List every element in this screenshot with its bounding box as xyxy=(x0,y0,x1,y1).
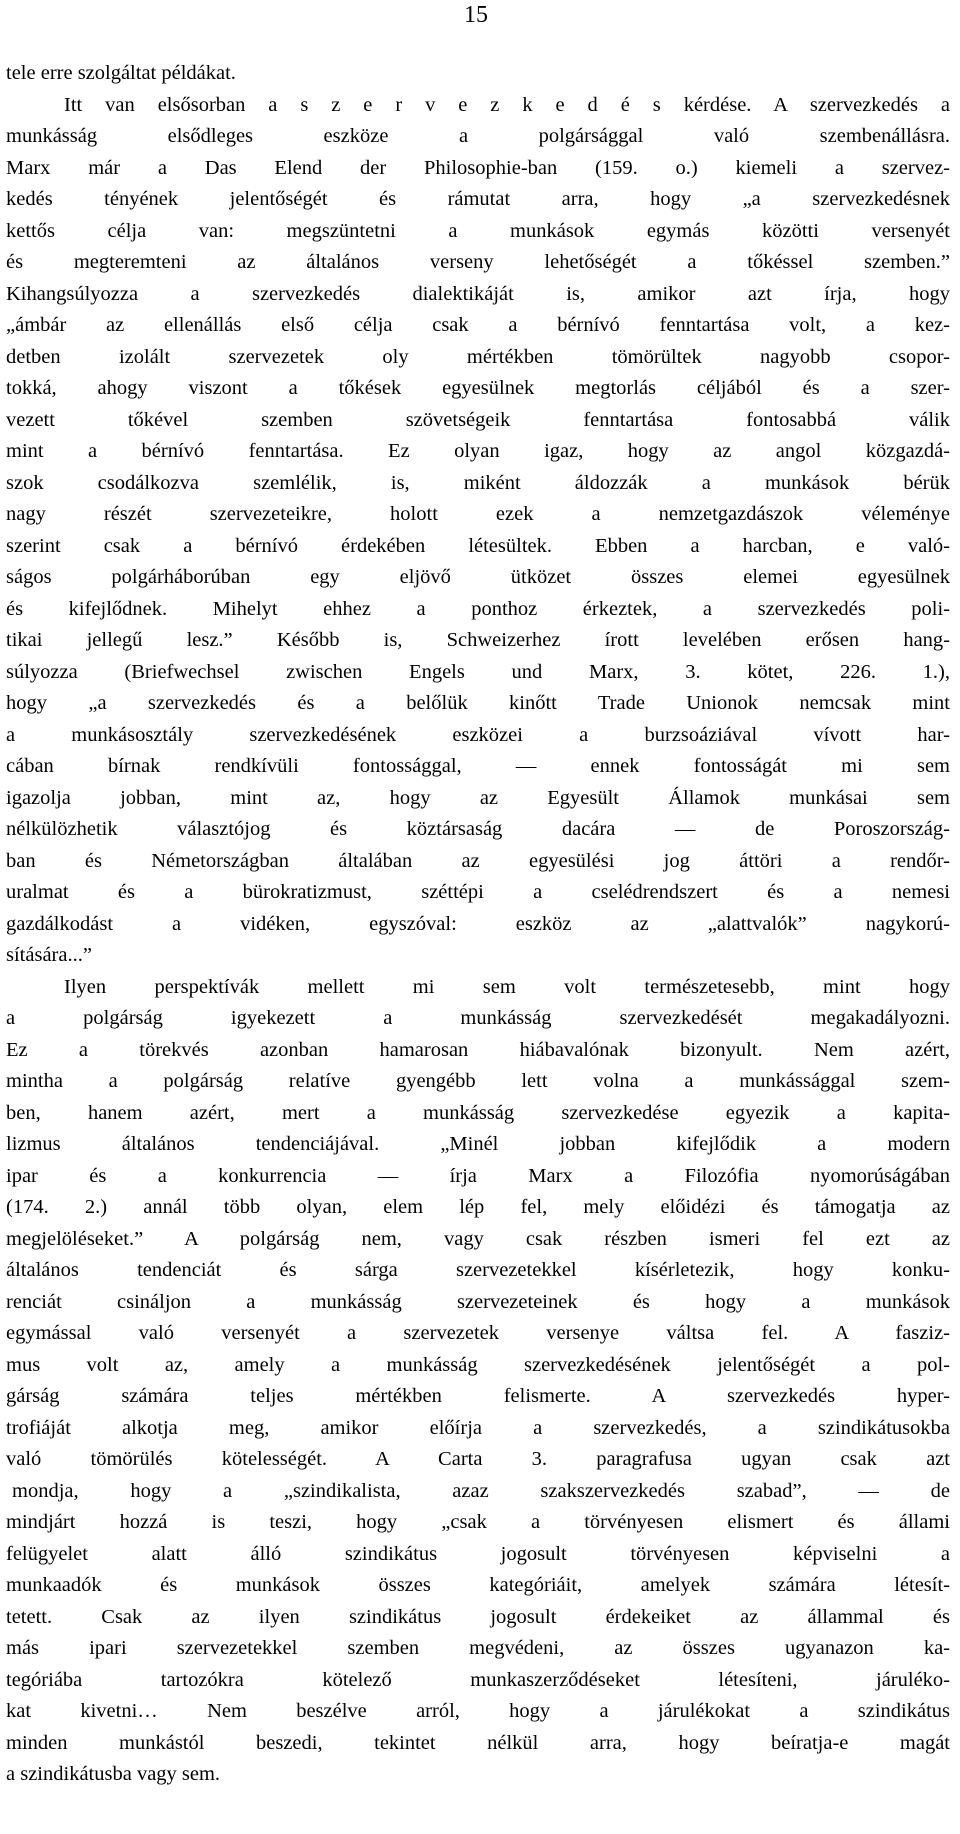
page-number: 15 xyxy=(464,2,488,28)
text-line: mindjárt hozzá is teszi, hogy „csak a törvényesen elismert és állami xyxy=(6,1511,950,1533)
text-line: Marx már a Das Elend der Philosophie-ban (159. o.) kiemeli a szervez- xyxy=(6,156,950,179)
text-line: gárság számára teljes mértékben felismerte. A szervezkedés hyper- xyxy=(6,1385,950,1407)
text-line: munkásság elsődleges eszköze a polgársággal való szembenállásra. xyxy=(6,125,950,147)
text-line: uralmat és a bürokratizmust, széttépi a cselédrendszert és a nemesi xyxy=(6,881,950,903)
text-line: felügyelet alatt álló szindikátus jogosult törvényesen képviselni a xyxy=(6,1542,950,1565)
text-line: kat kivetni… Nem beszélve arról, hogy a járulékokat a szindikátus xyxy=(6,1700,950,1722)
text-line: mondja, hogy a „szindikalista, azaz szakszervezkedés szabad”, — de xyxy=(12,1479,950,1502)
text-line: hogy „a szervezkedés és a belőlük kinőtt Trade Unionok nemcsak mint xyxy=(6,692,950,714)
text-line: mus volt az, amely a munkásság szervezkedésének jelentőségét a pol- xyxy=(6,1353,950,1376)
text-line: mintha a polgárság relatíve gyengébb lett volna a munkássággal szem- xyxy=(6,1070,950,1092)
text-line: tetett. Csak az ilyen szindikátus jogosult érdekeiket az állammal és xyxy=(6,1605,950,1628)
text-line: kedés tényének jelentőségét és rámutat arra, hogy „a szervezkedésnek xyxy=(6,188,950,210)
text-line: lizmus általános tendenciájával. „Minél jobban kifejlődik a modern xyxy=(6,1133,950,1155)
text-line: ságos polgárháborúban egy eljövő ütközet összes elemei egyesülnek xyxy=(6,566,950,588)
text-line: trofiáját alkotja meg, amikor előírja a szervezkedés, a szindikátusokba xyxy=(6,1416,950,1439)
text-line: a szindikátusba vagy sem. xyxy=(6,1763,221,1785)
text-line: ben, hanem azért, mert a munkásság szervezkedése egyezik a kapita- xyxy=(6,1101,950,1124)
text-line: minden munkástól beszedi, tekintet nélkül arra, hogy beíratja-e magát xyxy=(6,1731,950,1754)
text-line: való tömörülés kötelességét. A Carta 3. paragrafusa ugyan csak azt xyxy=(6,1448,950,1470)
text-line: kettős célja van: megszüntetni a munkások egymás közötti versenyét xyxy=(6,219,950,242)
text-line: megjelöléseket.” A polgárság nem, vagy csak részben ismeri fel ezt az xyxy=(6,1227,950,1250)
text-line: általános tendenciát és sárga szervezetekkel kísérletezik, hogy konku- xyxy=(6,1259,950,1281)
text-line: egymással való versenyét a szervezetek versenye váltsa fel. A fasziz- xyxy=(6,1322,950,1344)
text-line: súlyozza (Briefwechsel zwischen Engels und Marx, 3. kötet, 226. 1.), xyxy=(6,660,950,683)
text-line: ipar és a konkurrencia — írja Marx a Filozófia nyomorúságában xyxy=(6,1164,950,1187)
text-line: Kihangsúlyozza a szervezkedés dialektikáját is, amikor azt írja, hogy xyxy=(6,282,950,305)
text-line: tegóriába tartozókra kötelező munkaszerződéseket létesíteni, járuléko- xyxy=(6,1668,950,1691)
text-line: igazolja jobban, mint az, hogy az Egyesült Államok munkásai sem xyxy=(6,786,950,809)
text-line: (174. 2.) annál több olyan, elem lép fel, mely előidézi és támogatja az xyxy=(6,1196,950,1218)
text-line: tokká, ahogy viszont a tőkések egyesülnek megtorlás céljából és a szer- xyxy=(6,377,950,399)
text-line: szerint csak a bérnívó érdekében létesültek. Ebben a harcban, e való- xyxy=(6,534,950,557)
text-line: tikai jellegű lesz.” Később is, Schweizerhez írott levelében erősen hang- xyxy=(6,629,950,651)
text-line: Ez a törekvés azonban hamarosan hiábavalónak bizonyult. Nem azért, xyxy=(6,1038,950,1061)
text-line: és megteremteni az általános verseny lehetőségét a tőkéssel szemben.” xyxy=(6,251,950,273)
text-line: mint a bérnívó fenntartása. Ez olyan igaz, hogy az angol közgazdá- xyxy=(6,440,950,462)
body-text xyxy=(6,58,950,1791)
text-line: Ilyen perspektívák mellett mi sem volt természetesebb, mint hogy xyxy=(64,975,950,998)
text-line: ban és Németországban általában az egyesülési jog áttöri a rendőr- xyxy=(6,849,950,872)
text-line: cában bírnak rendkívüli fontossággal, — ennek fontosságát mi sem xyxy=(6,755,950,777)
text-line: szok csodálkozva szemlélik, is, miként áldozzák a munkások bérük xyxy=(6,471,950,494)
text-line: „ámbár az ellenállás első célja csak a bérnívó fenntartása volt, a kez- xyxy=(6,314,950,336)
text-line: a munkásosztály szervezkedésének eszközei a burzsoáziával vívott har- xyxy=(6,723,950,746)
text-line: renciát csináljon a munkásság szervezeteinek és hogy a munkások xyxy=(6,1290,950,1313)
text-line: Itt van elsősorban a s z e r v e z k e d é s kérdése. A szervezkedés a xyxy=(64,93,950,116)
text-line: tele erre szolgáltat példákat. xyxy=(6,62,236,84)
text-line: más ipari szervezetekkel szemben megvédeni, az összes ugyanazon ka- xyxy=(6,1637,950,1659)
text-line: detben izolált szervezetek oly mértékben tömörültek nagyobb csopor- xyxy=(6,345,950,368)
text-line: nélkülözhetik választójog és köztársaság dacára — de Poroszország- xyxy=(6,818,950,840)
text-line: nagy részét szervezeteikre, holott ezek a nemzetgazdászok véleménye xyxy=(6,503,950,525)
text-line: vezett tőkével szemben szövetségeik fenntartása fontosabbá válik xyxy=(6,408,950,431)
text-line: és kifejlődnek. Mihelyt ehhez a ponthoz érkeztek, a szervezkedés poli- xyxy=(6,597,950,620)
text-line: sítására...” xyxy=(6,944,92,966)
text-line: munkaadók és munkások összes kategóriáit, amelyek számára létesít- xyxy=(6,1574,950,1596)
text-line: gazdálkodást a vidéken, egyszóval: eszköz az „alattvalók” nagykorú- xyxy=(6,912,950,935)
text-line: a polgárság igyekezett a munkásság szervezkedését megakadályozni. xyxy=(6,1007,950,1029)
